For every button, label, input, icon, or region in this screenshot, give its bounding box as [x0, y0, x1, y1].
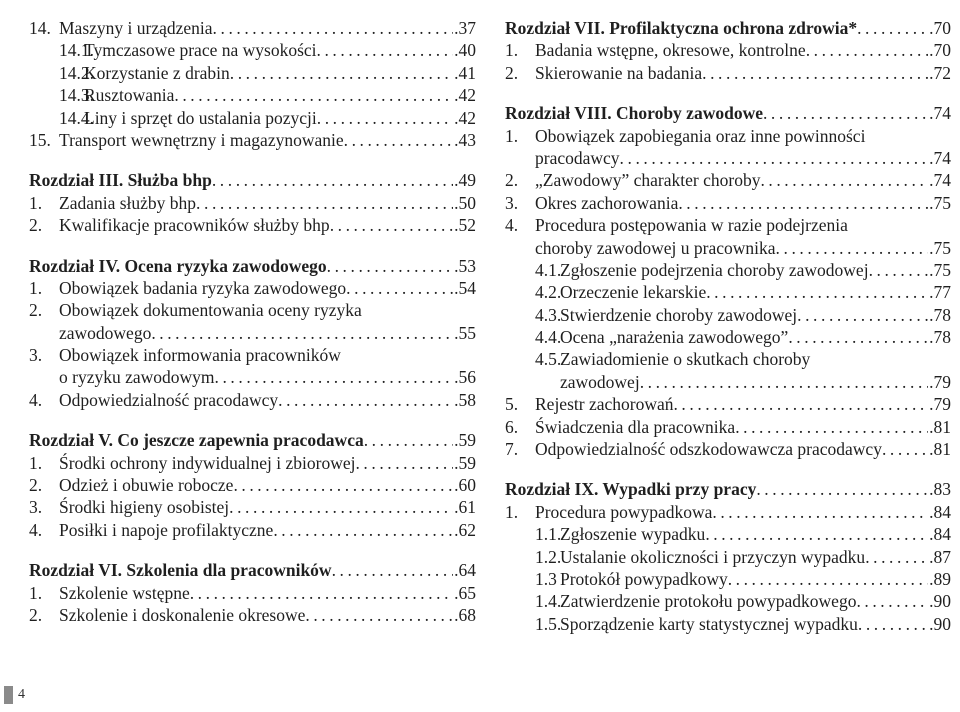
toc-entry[interactable] — [505, 304, 951, 326]
toc-entry-label: Maszyny i urządzenia — [59, 18, 213, 38]
toc-entry-number: 2. — [29, 300, 43, 321]
toc-entry-label: Rozdział V. Co jeszcze zapewnia pracodawca — [29, 430, 364, 451]
section-gap — [29, 411, 476, 429]
toc-entry[interactable] — [505, 590, 951, 612]
toc-page-number: .40 — [454, 40, 476, 61]
toc-entry-label: Obowiązek badania ryzyka zawodowego — [59, 277, 347, 298]
toc-page-number: .74 — [929, 170, 951, 191]
footer-bar-marker — [4, 686, 13, 704]
toc-entry[interactable] — [505, 416, 951, 438]
toc-page-number: .75 — [929, 259, 951, 280]
toc-entry-label: Obowiązek dokumentowania oceny ryzyka — [59, 300, 362, 321]
toc-entry-number: 14.1. — [59, 40, 94, 61]
toc-entry[interactable] — [29, 474, 476, 496]
toc-page-number: .55 — [454, 322, 476, 343]
toc-entry[interactable] — [29, 299, 476, 321]
toc-entry-label: Tymczasowe prace na wysokości — [84, 40, 317, 61]
toc-entry[interactable] — [29, 322, 476, 344]
toc-entry-label: Orzeczenie lekarskie — [560, 282, 707, 303]
toc-entry[interactable] — [505, 371, 951, 393]
toc-page-number: .62 — [454, 519, 476, 540]
toc-entry-number: 4.2. — [535, 282, 562, 303]
toc-entry[interactable] — [505, 169, 951, 191]
toc-entry-number: 4.4. — [535, 327, 562, 348]
toc-entry-label: choroby zawodowej u pracownika — [535, 237, 776, 258]
page-number: 4 — [18, 687, 25, 702]
section-gap — [29, 541, 476, 559]
toc-entry-number: 2. — [505, 170, 519, 191]
toc-entry-number: 2. — [505, 62, 519, 83]
toc-entry-label: Obowiązek zapobiegania oraz inne powinności — [535, 125, 866, 146]
toc-entry[interactable] — [29, 277, 476, 299]
toc-entry-number: 1.5. — [535, 613, 562, 634]
toc-entry[interactable] — [29, 39, 476, 61]
toc-page-number: .90 — [929, 591, 951, 612]
section-gap — [505, 84, 951, 102]
toc-entry-label: Odpowiedzialność pracodawcy — [59, 389, 279, 410]
toc-page-number: .90 — [929, 613, 951, 634]
toc-entry-number: 4.3. — [535, 304, 562, 325]
toc-entry[interactable] — [505, 348, 951, 370]
toc-entry[interactable] — [29, 389, 476, 411]
toc-entry[interactable] — [505, 326, 951, 348]
toc-chapter-heading[interactable] — [505, 17, 951, 39]
toc-entry-number: 2. — [29, 475, 43, 496]
toc-entry-label: Świadczenia dla pracownika — [535, 416, 736, 437]
toc-entry-label: Korzystanie z drabin — [84, 62, 230, 83]
toc-chapter-heading[interactable] — [505, 102, 951, 124]
toc-entry-label: Ocena „narażenia zawodowego” — [560, 327, 789, 348]
toc-entry-label: Protokół powypadkowy — [560, 568, 728, 589]
toc-left-column — [29, 17, 476, 626]
toc-entry-label: Środki ochrony indywidualnej i zbiorowej — [59, 452, 356, 473]
toc-entry-label: Szkolenie wstępne — [59, 582, 190, 603]
toc-entry[interactable] — [505, 147, 951, 169]
toc-entry-number: 1. — [29, 582, 43, 603]
toc-entry[interactable] — [29, 62, 476, 84]
toc-page-number: .81 — [929, 416, 951, 437]
toc-page-number: .70 — [929, 18, 951, 38]
toc-entry-label: Zadania służby bhp — [59, 192, 197, 213]
toc-entry-label: Rozdział VII. Profilaktyczna ochrona zdrowia* — [505, 18, 858, 38]
toc-page-number: .49 — [454, 170, 476, 191]
toc-entry-number: 14. — [29, 18, 51, 38]
toc-entry[interactable] — [505, 393, 951, 415]
toc-page-number: .60 — [454, 475, 476, 496]
toc-entry-label: Odzież i obuwie robocze — [59, 475, 234, 496]
toc-entry-label: Procedura powypadkowa — [535, 501, 713, 522]
toc-entry[interactable] — [505, 523, 951, 545]
toc-entry-number: 1. — [505, 125, 519, 146]
toc-entry-label: o ryzyku zawodowym — [59, 367, 215, 388]
toc-entry-number: 4. — [505, 215, 519, 236]
section-gap — [505, 460, 951, 478]
toc-entry-number: 4.5. — [535, 349, 562, 370]
toc-entry-number: 2. — [29, 604, 43, 625]
toc-entry-label: zawodowego — [59, 322, 152, 343]
toc-entry-label: Środki higieny osobistej — [59, 497, 230, 518]
toc-page-number: .68 — [454, 604, 476, 625]
toc-entry[interactable] — [505, 259, 951, 281]
toc-entry[interactable] — [505, 214, 951, 236]
toc-entry[interactable] — [505, 568, 951, 590]
toc-entry-label: Zawiadomienie o skutkach choroby — [560, 349, 811, 370]
toc-page-number: .50 — [454, 192, 476, 213]
toc-entry-label: pracodawcy — [535, 147, 620, 168]
toc-entry-label: „Zawodowy” charakter choroby — [535, 170, 761, 191]
toc-entry[interactable] — [505, 39, 951, 61]
toc-page-number: .70 — [929, 40, 951, 61]
toc-entry[interactable] — [505, 546, 951, 568]
toc-entry-number: 14.4. — [59, 107, 94, 128]
toc-entry-number: 14.2. — [59, 62, 94, 83]
toc-entry-number: 1. — [505, 40, 519, 61]
toc-entry[interactable] — [29, 129, 476, 151]
toc-chapter-heading[interactable] — [29, 559, 476, 581]
toc-entry-number: 6. — [505, 416, 519, 437]
toc-entry[interactable] — [29, 582, 476, 604]
toc-entry-number: 7. — [505, 439, 519, 460]
toc-entry[interactable] — [29, 452, 476, 474]
toc-page-number: .42 — [454, 107, 476, 128]
toc-entry-label: Zatwierdzenie protokołu powypadkowego — [560, 591, 857, 612]
toc-entry-number: 1. — [29, 452, 43, 473]
toc-page-number: .79 — [929, 371, 951, 392]
toc-page-number: .78 — [929, 327, 951, 348]
toc-entry-label: Zgłoszenie wypadku — [560, 524, 706, 545]
toc-entry[interactable] — [29, 107, 476, 129]
toc-page-number: .72 — [929, 62, 951, 83]
toc-page-number: .41 — [454, 62, 476, 83]
toc-page-number: .53 — [454, 255, 476, 276]
toc-entry-number: 14.3. — [59, 85, 94, 106]
toc-entry[interactable] — [29, 519, 476, 541]
toc-entry-label: Rejestr zachorowań — [535, 394, 674, 415]
toc-entry-label: Rozdział IV. Ocena ryzyka zawodowego — [29, 255, 327, 276]
toc-entry-number: 1.2. — [535, 546, 562, 567]
toc-page-number: .61 — [454, 497, 476, 518]
toc-entry-label: Rozdział IX. Wypadki przy pracy — [505, 479, 757, 500]
toc-chapter-heading[interactable] — [29, 255, 476, 277]
toc-page-number: .77 — [929, 282, 951, 303]
toc-chapter-heading[interactable] — [29, 429, 476, 451]
toc-page-number: .54 — [454, 277, 476, 298]
toc-entry-label: Procedura postępowania w razie podejrzenia — [535, 215, 848, 236]
toc-page-number: .84 — [929, 501, 951, 522]
toc-entry-label: Rozdział III. Służba bhp — [29, 170, 212, 191]
toc-entry[interactable] — [29, 214, 476, 236]
toc-entry-number: 1.4. — [535, 591, 562, 612]
toc-right-column — [505, 17, 951, 635]
toc-entry[interactable] — [29, 192, 476, 214]
toc-page-number: .56 — [454, 367, 476, 388]
toc-entry-label: Rozdział VI. Szkolenia dla pracowników — [29, 560, 332, 581]
section-gap — [29, 151, 476, 169]
toc-entry-number: 2. — [29, 215, 43, 236]
toc-entry-label: Ustalanie okoliczności i przyczyn wypadku — [560, 546, 866, 567]
toc-entry-label: Zgłoszenie podejrzenia choroby zawodowej — [560, 259, 869, 280]
toc-page-number: .79 — [929, 394, 951, 415]
toc-chapter-heading[interactable] — [505, 478, 951, 500]
section-gap — [29, 237, 476, 255]
toc-entry-label: Rozdział VIII. Choroby zawodowe — [505, 103, 763, 124]
toc-page-number: .59 — [454, 430, 476, 451]
toc-entry[interactable] — [505, 281, 951, 303]
toc-entry-number: 4. — [29, 519, 43, 540]
toc-entry[interactable] — [29, 366, 476, 388]
toc-page-number: .65 — [454, 582, 476, 603]
toc-page-number: .83 — [929, 479, 951, 500]
toc-entry[interactable] — [29, 496, 476, 518]
toc-page-number: .81 — [929, 439, 951, 460]
toc-entry[interactable] — [29, 604, 476, 626]
toc-entry-label: Rusztowania — [84, 85, 175, 106]
toc-entry-label: zawodowej — [560, 371, 640, 392]
toc-entry-label: Odpowiedzialność odszkodowawcza pracodawcy — [535, 439, 882, 460]
toc-page-number: .75 — [929, 192, 951, 213]
toc-entry[interactable] — [29, 344, 476, 366]
toc-entry-number: 4.1. — [535, 259, 562, 280]
toc-entry-number: 15. — [29, 129, 51, 150]
toc-entry[interactable] — [29, 84, 476, 106]
toc-entry-label: Badania wstępne, okresowe, kontrolne — [535, 40, 806, 61]
toc-entry-number: 3. — [505, 192, 519, 213]
toc-page-number: .87 — [929, 546, 951, 567]
toc-page-number: .43 — [454, 129, 476, 150]
toc-entry[interactable] — [505, 613, 951, 635]
toc-entry-number: 1. — [29, 192, 43, 213]
toc-entry-label: Sporządzenie karty statystycznej wypadku — [560, 613, 858, 634]
toc-entry-number: 1. — [29, 277, 43, 298]
toc-page-number: .75 — [929, 237, 951, 258]
toc-entry[interactable] — [505, 62, 951, 84]
toc-entry-number: 5. — [505, 394, 519, 415]
toc-entry-label: Obowiązek informowania pracowników — [59, 345, 341, 366]
toc-entry[interactable] — [505, 192, 951, 214]
toc-entry-label: Okres zachorowania — [535, 192, 679, 213]
toc-page-number: .74 — [929, 147, 951, 168]
toc-entry-label: Transport wewnętrzny i magazynowanie — [59, 129, 344, 150]
toc-page-number: .89 — [929, 568, 951, 589]
toc-entry[interactable] — [505, 501, 951, 523]
toc-entry-label: Skierowanie na badania — [535, 62, 703, 83]
toc-entry-number: 1.1. — [535, 524, 562, 545]
toc-entry-number: 3. — [29, 345, 43, 366]
toc-entry[interactable] — [29, 17, 476, 39]
toc-page-number: .37 — [454, 18, 476, 38]
toc-entry[interactable] — [505, 438, 951, 460]
toc-entry[interactable] — [505, 237, 951, 259]
toc-entry-number: 1.3 — [535, 568, 557, 589]
toc-entry-number: 3. — [29, 497, 43, 518]
toc-page-number: .58 — [454, 389, 476, 410]
toc-chapter-heading[interactable] — [29, 169, 476, 191]
toc-page-number: .78 — [929, 304, 951, 325]
toc-page-number: .42 — [454, 85, 476, 106]
toc-entry-label: Liny i sprzęt do ustalania pozycji — [84, 107, 317, 128]
toc-entry[interactable] — [505, 125, 951, 147]
toc-page-number: .52 — [454, 215, 476, 236]
toc-entry-label: Stwierdzenie choroby zawodowej — [560, 304, 798, 325]
toc-entry-label: Posiłki i napoje profilaktyczne — [59, 519, 274, 540]
toc-entry-label: Kwalifikacje pracowników służby bhp — [59, 215, 330, 236]
toc-page-number: .64 — [454, 560, 476, 581]
toc-entry-label: Szkolenie i doskonalenie okresowe — [59, 604, 306, 625]
toc-entry-number: 4. — [29, 389, 43, 410]
toc-page-number: .74 — [929, 103, 951, 124]
toc-page-number: .59 — [454, 452, 476, 473]
toc-page-number: .84 — [929, 524, 951, 545]
toc-entry-number: 1. — [505, 501, 519, 522]
